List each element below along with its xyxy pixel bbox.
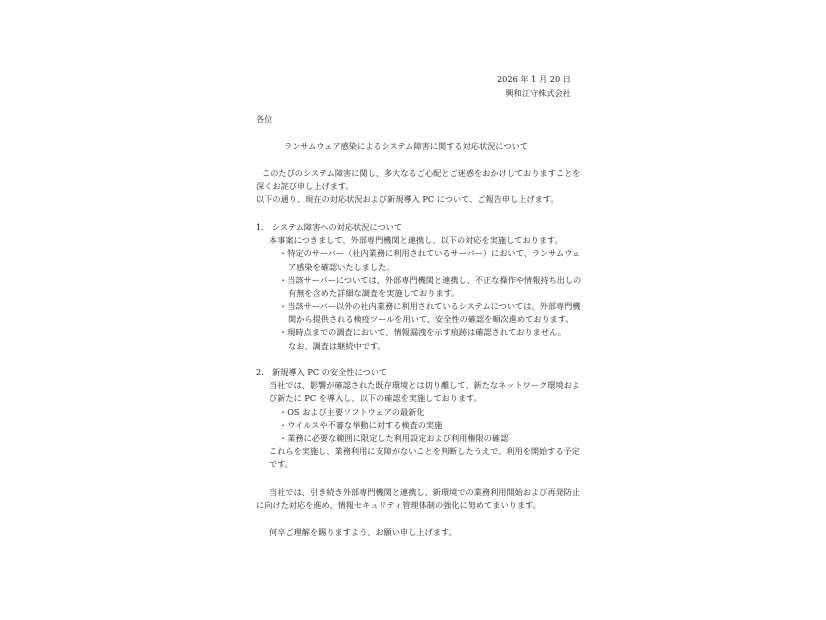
document-title: ランサムウェア感染によるシステム障害に関する対応状況について (284, 141, 528, 151)
section2-closing: です。 (269, 459, 293, 469)
intro-line: このたびのシステム障害に関し、多大なるご心配とご迷惑をおかけしておりますことを (262, 168, 581, 178)
section2-lead: び新たに PC を導入し、以下の確認を実施しております。 (269, 393, 482, 403)
document-date: 2026 年 1 月 20 日 (496, 74, 571, 84)
company-name: 興和江守株式会社 (505, 88, 571, 98)
section1-heading: 1. システム障害への対応状況について (256, 222, 403, 232)
salutation: 各位 (256, 114, 273, 124)
section1-lead: 本事案につきまして、外部専門機関と連携し、以下の対応を実施しております。 (269, 235, 563, 245)
section1-bullet-cont: 有無を含めた詳細な調査を実施しております。 (288, 288, 460, 298)
section2-closing: これらを実施し、業務利用に支障がないことを判断したうえで、利用を開始する予定 (269, 446, 580, 456)
section1-bullet: ・現時点までの調査において、情報漏洩を示す痕跡は確認されておりません。 (279, 327, 566, 337)
section1-bullet-cont: 関から提供される検疫ツールを用いて、安全性の確認を順次進めております。 (288, 314, 574, 324)
intro-line: 以下の通り、現在の対応状況および新規導入 PC について、ご報告申し上げます。 (256, 194, 559, 204)
section1-bullet: ・当該サーバーについては、外部専門機関と連携し、不正な操作や情報持ち出しの (279, 275, 582, 285)
final-remark: 何卒ご理解を賜りますよう、お願い申し上げます。 (269, 527, 457, 537)
closing-paragraph: に向けた対応を進め、情報セキュリティ管理体制の強化に努めてまいります。 (256, 500, 541, 510)
section2-bullet: ・ウイルスや不審な挙動に対する検査の実施 (279, 420, 443, 430)
section1-bullet-cont: なお、調査は継続中です。 (288, 341, 386, 351)
section1-bullet: ・当該サーバー以外の社内業務に利用されているシステムについては、外部専門機 (279, 301, 581, 311)
section2-lead: 当社では、影響が確認された既存環境とは切り離して、新たなネットワーク環境およ (269, 380, 580, 390)
closing-paragraph: 当社では、引き続き外部専門機関と連携し、新環境での業務利用開始および再発防止 (269, 487, 581, 497)
section2-bullet: ・OS および主要ソフトウェアの最新化 (279, 407, 425, 417)
section2-heading: 2. 新規導入 PC の安全性について (256, 367, 388, 377)
intro-line: 深くお詫び申し上げます。 (256, 181, 354, 191)
section1-bullet-cont: ア感染を確認いたしました。 (288, 262, 395, 272)
section1-bullet: ・特定のサーバー（社内業務に利用されているサーバー）において、ランサムウェ (279, 248, 581, 258)
section2-bullet: ・業務に必要な範囲に限定した利用設定および利用権限の確認 (279, 433, 509, 443)
